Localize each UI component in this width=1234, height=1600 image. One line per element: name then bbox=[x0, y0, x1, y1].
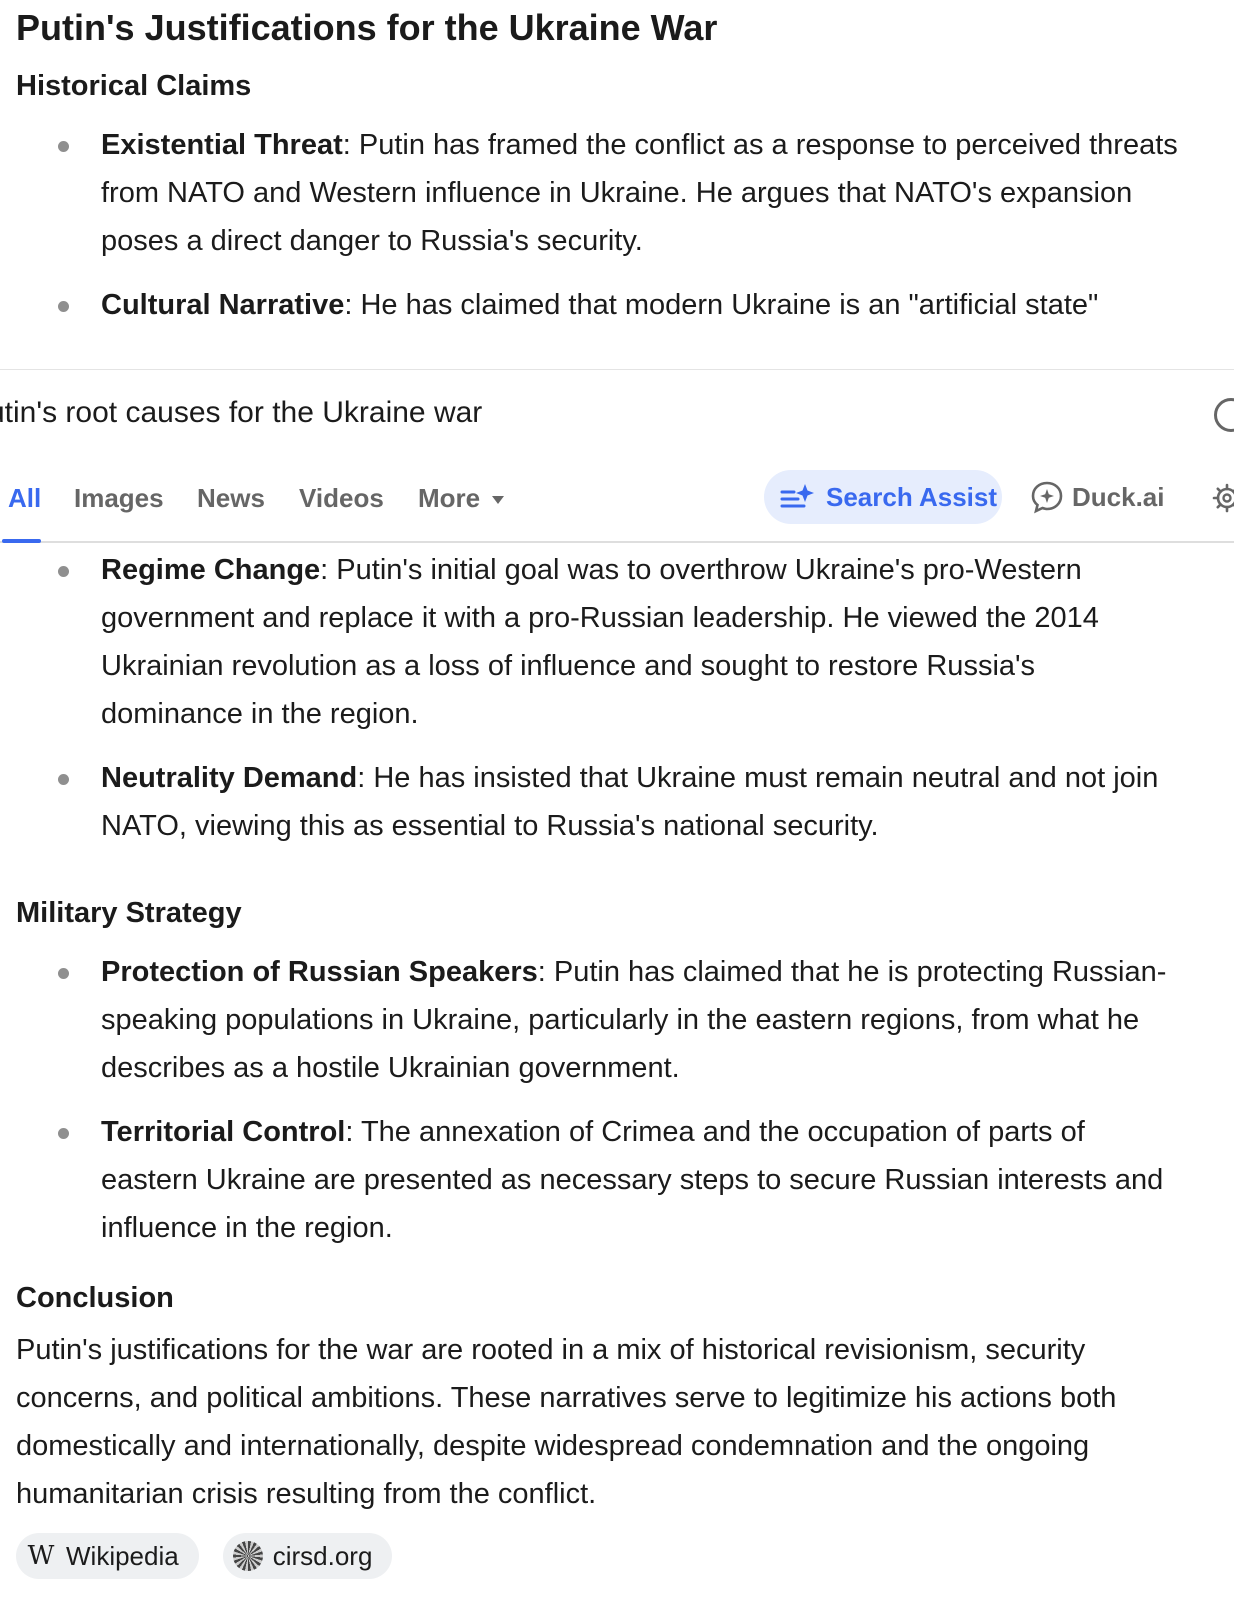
search-assist-label: Search Assist bbox=[826, 481, 998, 512]
duck-ai-button[interactable] bbox=[1030, 470, 1165, 524]
source-label: Wikipedia bbox=[66, 1540, 179, 1571]
item-text: : Putin has framed the conflict as a response to perceived threats from NATO and Western influence in Ukraine. He argues that NATO's expansion poses a direct danger to Russia's security. bbox=[101, 129, 1178, 257]
military-strategy-list bbox=[0, 948, 1234, 1268]
wikipedia-logo-icon: W bbox=[27, 1541, 55, 1571]
section-heading-conclusion: Conclusion bbox=[16, 1282, 174, 1314]
item-term: Cultural Narrative bbox=[101, 289, 345, 321]
tab-more-label: More bbox=[418, 483, 481, 513]
section-heading-historical-claims: Historical Claims bbox=[16, 70, 252, 102]
list-item bbox=[0, 281, 1234, 329]
political-goals-list bbox=[0, 546, 1234, 866]
list-item bbox=[0, 121, 1234, 265]
chevron-down-icon bbox=[492, 496, 504, 504]
search-tabs bbox=[0, 455, 1234, 543]
search-assist-button[interactable] bbox=[764, 470, 1002, 524]
item-text: : Putin's initial goal was to overthrow Ukraine's pro-Western government and replace it with a pro-Russian leadership. He viewed the 2014 Ukrainian revolution as a loss of influence and sought to restore Russia's dominance in the region. bbox=[101, 554, 1099, 730]
list-item bbox=[0, 754, 1234, 850]
source-chip-cirsd[interactable] bbox=[223, 1533, 393, 1579]
item-text: : Putin has claimed that he is protecting Russian-speaking populations in Ukraine, particularly in the eastern regions, from what he describes as a hostile Ukrainian government. bbox=[101, 956, 1167, 1084]
tab-more[interactable] bbox=[418, 455, 504, 541]
chat-sparkle-icon bbox=[1030, 480, 1064, 514]
search-bar bbox=[0, 369, 1234, 457]
duck-ai-label: Duck.ai bbox=[1072, 481, 1165, 512]
item-term: Neutrality Demand bbox=[101, 762, 358, 794]
source-chip-wikipedia[interactable] bbox=[16, 1533, 199, 1579]
answer-title: Putin's Justifications for the Ukraine War bbox=[16, 7, 718, 48]
tab-news[interactable]: News bbox=[197, 483, 265, 513]
search-icon[interactable] bbox=[1214, 398, 1234, 432]
item-text: : He has claimed that modern Ukraine is an "artificial state" bbox=[344, 289, 1099, 321]
item-term: Territorial Control bbox=[101, 1116, 346, 1148]
item-term: Existential Threat bbox=[101, 129, 343, 161]
search-header bbox=[0, 332, 1234, 542]
conclusion-text: Putin's justifications for the war are rooted in a mix of historical revisionism, security concerns, and political ambitions. These narratives serve to legitimize his actions both domestically and internationally, despite widespread condemnation and the ongoing humanitarian crisis resulting from the conflict. bbox=[16, 1334, 1117, 1510]
item-term: Regime Change bbox=[101, 554, 321, 586]
source-label: cirsd.org bbox=[272, 1540, 373, 1571]
item-term: Protection of Russian Speakers bbox=[101, 956, 538, 988]
tab-all[interactable]: All bbox=[8, 455, 41, 541]
item-text: : The annexation of Crimea and the occupation of parts of eastern Ukraine are presented as necessary steps to secure Russian interests and influence in the region. bbox=[101, 1116, 1164, 1244]
cirsd-logo-icon bbox=[233, 1541, 263, 1571]
search-assist-icon bbox=[780, 482, 814, 512]
gear-icon[interactable] bbox=[1212, 483, 1234, 513]
list-item bbox=[0, 1108, 1234, 1252]
tab-images[interactable]: Images bbox=[74, 483, 164, 513]
source-chips bbox=[16, 1533, 392, 1579]
section-heading-military-strategy: Military Strategy bbox=[16, 897, 242, 929]
list-item bbox=[0, 948, 1234, 1092]
list-item bbox=[0, 546, 1234, 738]
historical-claims-list bbox=[0, 121, 1234, 345]
tab-videos[interactable]: Videos bbox=[299, 483, 384, 513]
search-input[interactable] bbox=[0, 370, 1180, 456]
item-text: : He has insisted that Ukraine must remain neutral and not join NATO, viewing this as essential to Russia's national security. bbox=[101, 762, 1159, 842]
